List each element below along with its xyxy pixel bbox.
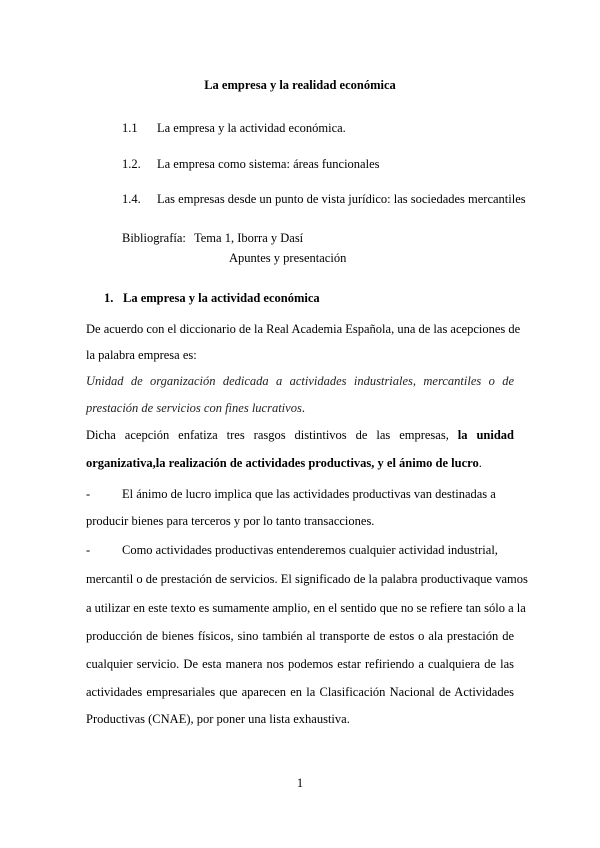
bullet-line xyxy=(86,543,514,558)
section-heading xyxy=(104,291,320,306)
body-line xyxy=(86,428,514,443)
toc-text: La empresa como sistema: áreas funcionales xyxy=(157,157,380,171)
bibliography-line-1 xyxy=(122,231,303,246)
toc-text: La empresa y la actividad económica. xyxy=(157,121,346,135)
definition-line xyxy=(86,401,514,416)
toc-number: 1.1 xyxy=(122,121,138,135)
body-line xyxy=(86,456,514,471)
bullet-line xyxy=(86,487,514,502)
definition-line: Unidad de organización dedicada a actividades industriales, mercantiles o de xyxy=(86,374,514,388)
body-text: El ánimo de lucro implica que las actividades productivas van destinadas a xyxy=(122,487,496,501)
body-text: Dicha acepción enfatiza tres rasgos distintivos de las empresas, xyxy=(86,428,449,442)
body-line: la palabra empresa es: xyxy=(86,348,197,362)
body-line: actividades empresariales que aparecen en la Clasificación Nacional de Actividades xyxy=(86,685,514,699)
bullet-dash: - xyxy=(86,487,91,501)
toc-number: 1.2. xyxy=(122,157,141,171)
bold-text: organizativa,la realización de actividades productivas, y el ánimo de lucro xyxy=(86,456,479,470)
toc-item-1-4 xyxy=(122,192,526,207)
page-number: 1 xyxy=(296,776,304,790)
punctuation: . xyxy=(478,456,482,470)
toc-item-1-2 xyxy=(122,157,379,172)
bibliography-line-2 xyxy=(229,251,346,266)
section-number: 1. xyxy=(104,291,114,305)
toc-number: 1.4. xyxy=(122,192,141,206)
body-line: De acuerdo con el diccionario de la Real Academia Española, una de las acepciones de xyxy=(86,322,521,336)
toc-text: Las empresas desde un punto de vista jurídico: las sociedades mercantiles xyxy=(157,192,526,206)
body-line: cualquier servicio. De esta manera nos podemos estar refiriendo a cualquiera de las xyxy=(86,657,514,671)
document-title: La empresa y la realidad económica xyxy=(204,78,396,92)
bold-text: la unidad xyxy=(457,428,514,442)
section-title: La empresa y la actividad económica xyxy=(123,291,320,305)
bullet-dash: - xyxy=(86,543,91,557)
toc-item-1-1 xyxy=(122,121,346,136)
bibliography-label: Bibliografía: xyxy=(122,231,186,245)
body-line: a utilizar en este texto es sumamente amplio, en el sentido que no se refiere tan sólo a la xyxy=(86,601,526,615)
body-line: Productivas (CNAE), por poner una lista exhaustiva. xyxy=(86,712,350,726)
body-line: producir bienes para terceros y por lo tanto transacciones. xyxy=(86,514,375,528)
bibliography-entry-1: Tema 1, Iborra y Dasí xyxy=(194,231,304,245)
body-line: mercantil o de prestación de servicios. El significado de la palabra productivaque vamos xyxy=(86,572,528,586)
bibliography-entry-2: Apuntes y presentación xyxy=(229,251,347,265)
body-text: Como actividades productivas entenderemos cualquier actividad industrial, xyxy=(122,543,498,557)
punctuation: . xyxy=(301,401,305,415)
definition-text: prestación de servicios con fines lucrativos xyxy=(86,401,302,415)
body-line: producción de bienes físicos, sino también al transporte de estos o ala prestación de xyxy=(86,629,514,643)
